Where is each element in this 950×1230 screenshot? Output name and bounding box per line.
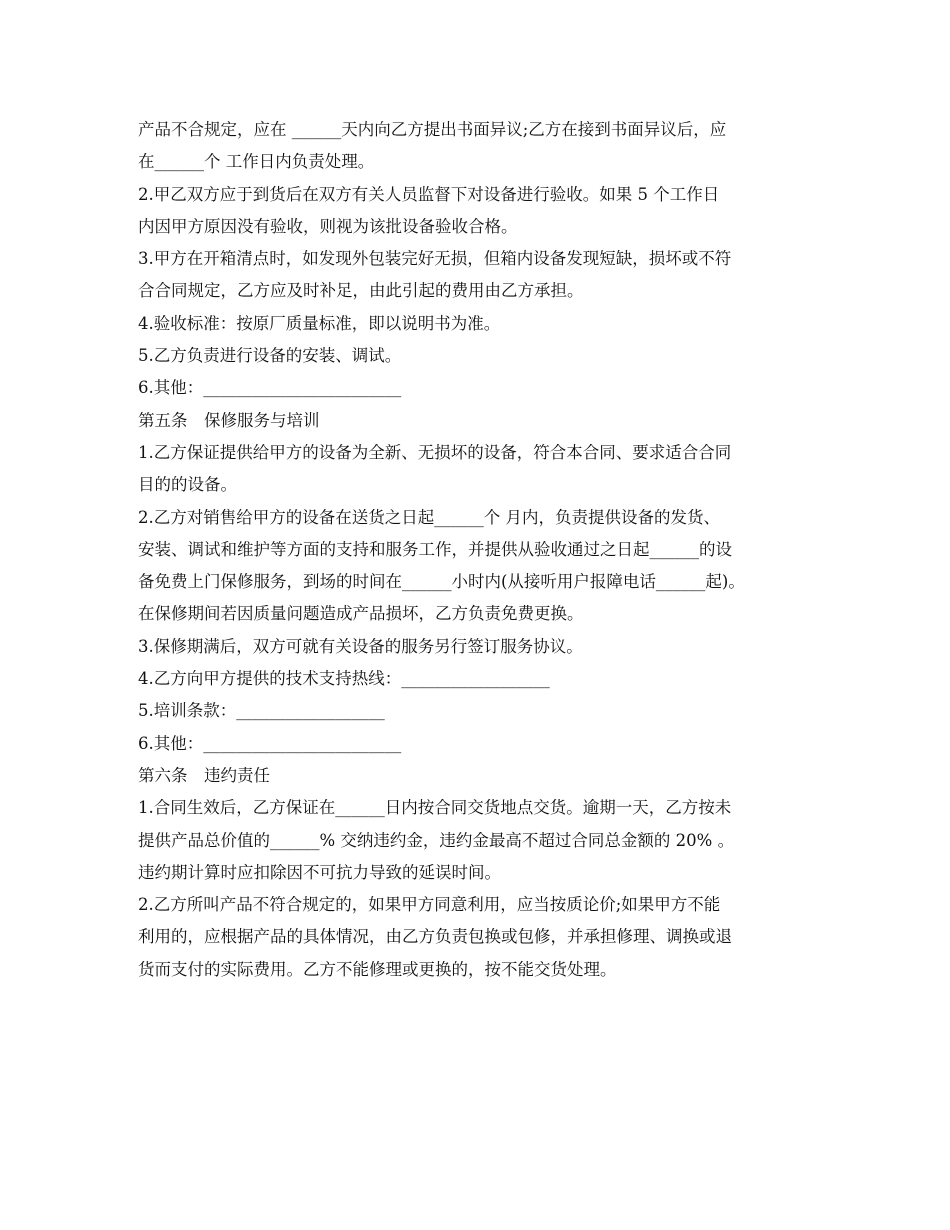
text-line-6: 合合同规定，乙方应及时补足，由此引起的费用由乙方承担。 (138, 281, 584, 301)
text-line-22: 1.合同生效后，乙方保证在______日内按合同交货地点交货。逾期一天，乙方按未 (138, 798, 732, 818)
text-line-19: 5.培训条款：__________________ (138, 701, 385, 721)
text-line-18: 4.乙方向甲方提供的技术支持热线：__________________ (138, 669, 550, 689)
text-line-14: 安装、调试和维护等方面的支持和服务工作，并提供从验收通过之日起______的设 (138, 539, 732, 559)
text-line-2: 在______个 工作日内负责处理。 (138, 152, 375, 172)
text-line-25: 2.乙方所叫产品不符合规定的，如果甲方同意利用，应当按质论价;如果甲方不能 (138, 895, 721, 915)
document-page (138, 114, 828, 986)
text-line-15: 备免费上门保修服务，到场的时间在______小时内(从接听用户报障电话______起)。 (138, 572, 745, 592)
text-line-4: 内因甲方原因没有验收，则视为该批设备验收合格。 (138, 216, 518, 236)
text-line-20: 6.其他：________________________ (138, 733, 402, 753)
text-line-9: 6.其他：________________________ (138, 378, 402, 398)
text-line-5: 3.甲方在开箱清点时，如发现外包装完好无损，但箱内设备发现短缺，损坏或不符 (138, 249, 732, 269)
text-line-11: 1.乙方保证提供给甲方的设备为全新、无损坏的设备，符合本合同、要求适合合同 (138, 442, 732, 462)
text-line-1: 产品不合规定，应在 ______天内向乙方提出书面异议;乙方在接到书面异议后，应 (138, 120, 727, 139)
section-heading-article-6: 第六条 违约责任 (138, 765, 270, 785)
text-line-3: 2.甲乙双方应于到货后在双方有关人员监督下对设备进行验收。如果 5 个工作日 (138, 184, 720, 204)
text-line-16: 在保修期间若因质量问题造成产品损坏，乙方负责免费更换。 (138, 604, 584, 624)
text-line-8: 5.乙方负责进行设备的安装、调试。 (138, 346, 402, 366)
text-line-26: 利用的，应根据产品的具体情况，由乙方负责包换或包修，并承担修理、调换或退 (138, 927, 732, 947)
text-line-23: 提供产品总价值的______% 交纳违约金，违约金最高不超过合同总金额的 20% 。 (138, 830, 735, 850)
text-line-24: 违约期计算时应扣除因不可抗力导致的延误时间。 (138, 862, 501, 882)
text-line-27: 货而支付的实际费用。乙方不能修理或更换的，按不能交货处理。 (138, 959, 617, 979)
text-line-13: 2.乙方对销售给甲方的设备在送货之日起______个 月内，负责提供设备的发货、 (138, 507, 720, 527)
section-heading-article-5: 第五条 保修服务与培训 (138, 410, 320, 430)
text-line-17: 3.保修期满后，双方可就有关设备的服务另行签订服务协议。 (138, 636, 583, 656)
text-line-12: 目的的设备。 (138, 475, 237, 495)
text-line-7: 4.验收标准：按原厂质量标准，即以说明书为准。 (138, 313, 501, 333)
